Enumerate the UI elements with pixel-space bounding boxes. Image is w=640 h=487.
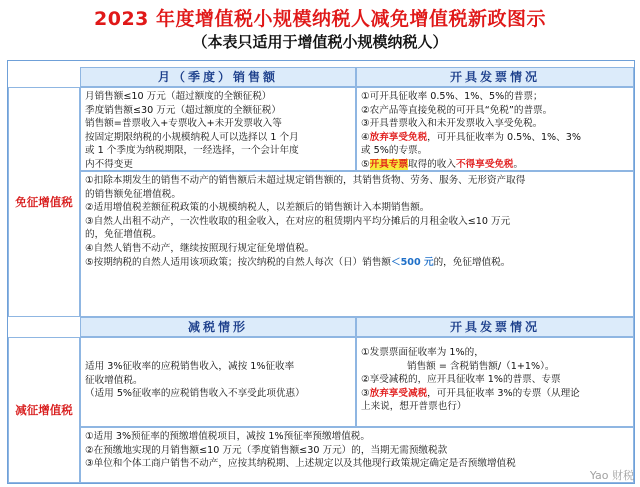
s2-left-line: 征收增值税。 xyxy=(85,374,143,386)
s1-right-line: 或 5%的专票。 xyxy=(361,145,428,157)
s1-note-5 xyxy=(85,256,629,270)
s2-notes xyxy=(80,427,634,483)
s2-left-header: 减税情形 xyxy=(80,317,356,337)
page-title: 2023 年度增值税小规模纳税人减免增值税新政图示 xyxy=(94,8,546,30)
page-subtitle: （本表只适用于增值税小规模纳税人） xyxy=(192,33,448,51)
s1-note5-suffix: 的，免征增值税。 xyxy=(433,256,511,268)
s1-note: ④自然人销售不动产，继续按照现行规定征免增值税。 xyxy=(85,242,315,254)
s2-right-line: ②享受减税的，应开具征收率 1%的普票、专票 xyxy=(361,374,561,386)
s1-left-line: 月销售额≤10 万元（超过额度的全额征税） xyxy=(85,91,272,102)
s2-right-header: 开具发票情况 xyxy=(356,317,634,337)
s1-left-line: 按固定期限纳税的小规模纳税人可以选择以 1 个月 xyxy=(85,131,299,143)
s2-note: ②在预缴地实现的月销售额≤10 万元（季度销售额≤30 万元）的，当期无需预缴税款 xyxy=(85,444,448,456)
s1-row-label: 免征增值税 xyxy=(8,87,80,317)
policy-table xyxy=(7,60,635,484)
s1-left-line: 内不得变更 xyxy=(85,158,133,170)
s1-right-body xyxy=(356,87,634,171)
s1-right-line: ③开具普票收入和未开发票收入享受免税。 xyxy=(361,118,543,130)
threshold-500-text: ＜500 元 xyxy=(391,256,434,268)
s1-note: ②适用增值税差额征税政策的小规模纳税人，以差额后的销售额计入本期销售额。 xyxy=(85,202,430,214)
s2-right-body xyxy=(356,337,634,427)
s1-right-line-6: ⑤开具专票取得的收入不得享受免税。 xyxy=(361,158,524,170)
s1-right-line: ②农产品等直接免税的可开具“免税”的普票。 xyxy=(361,104,553,116)
s2-left-line: 适用 3%征收率的应税销售收入，减按 1%征收率 xyxy=(85,361,295,372)
special-invoice-text: 开具专票 xyxy=(369,158,408,170)
s2-note: ①适用 3%预征率的预缴增值税项目，减按 1%预征率预缴增值税。 xyxy=(85,431,370,442)
s1-r6-mid: 取得的收入 xyxy=(407,158,456,170)
s1-note5-prefix: ⑤按期纳税的自然人适用该项政策；按次纳税的自然人每次（日）销售额 xyxy=(85,256,392,268)
opt-out-reduction-text: 放弃享受减税 xyxy=(369,387,428,399)
s2-right-line: 上来说，想开普票也行） xyxy=(361,401,467,413)
s1-note: 的销售额免征增值税。 xyxy=(85,188,181,200)
s1-left-body xyxy=(80,87,356,171)
s1-left-line: 季度销售额≤30 万元（超过额度的全额征税） xyxy=(85,104,281,116)
s1-left-header: 月（季度）销售额 xyxy=(80,67,356,87)
s2-left-body xyxy=(80,337,356,427)
s2-right-line: 销售额 = 含税销售额/（1+1%）。 xyxy=(407,360,555,372)
no-exemption-text: 不得享受免税 xyxy=(455,158,514,170)
s1-right-line: ①可开具征收率 0.5%、1%、5%的普票； xyxy=(361,91,543,102)
s1-left-line: 销售额=普票收入+专票收入+未开发票收入等 xyxy=(85,118,282,130)
s1-note: ①扣除本期发生的销售不动产的销售额后未超过规定销售额的，其销售货物、劳务、服务、无形资产取得 xyxy=(85,175,526,186)
s2-row-label: 减征增值税 xyxy=(8,337,80,483)
s2-note: ③单位和个体工商户销售不动产，应按其纳税期、上述规定以及其他现行政策规定确定是否预缴增值税 xyxy=(85,458,516,470)
s2-r4-rest: ，可开具征收率 3%的专票（从理论 xyxy=(427,387,580,399)
s2-right-line-4: ③放弃享受减税，可开具征收率 3%的专票（从理论 xyxy=(361,387,580,399)
watermark: Yao 财税 xyxy=(589,469,634,482)
s2-left-line: （适用 5%征收率的应税销售收入不享受此项优惠） xyxy=(85,388,305,400)
s1-right-header: 开具发票情况 xyxy=(356,67,634,87)
s1-left-line: 或 1 个季度为纳税期限，一经选择，一个会计年度 xyxy=(85,145,299,157)
s1-notes xyxy=(80,171,634,317)
opt-out-exemption-text: 放弃享受免税 xyxy=(369,131,428,143)
s1-note: ③自然人出租不动产，一次性收取的租金收入，在对应的租赁期内平均分摊后的月租金收入≤10 万元 xyxy=(85,215,511,227)
s1-note: 的，免征增值税。 xyxy=(85,229,162,241)
s1-right-line-4: ④放弃享受免税，可开具征收率为 0.5%、1%、3% xyxy=(361,131,581,143)
s2-right-line: ①发票票面征收率为 1%的， xyxy=(361,347,484,358)
